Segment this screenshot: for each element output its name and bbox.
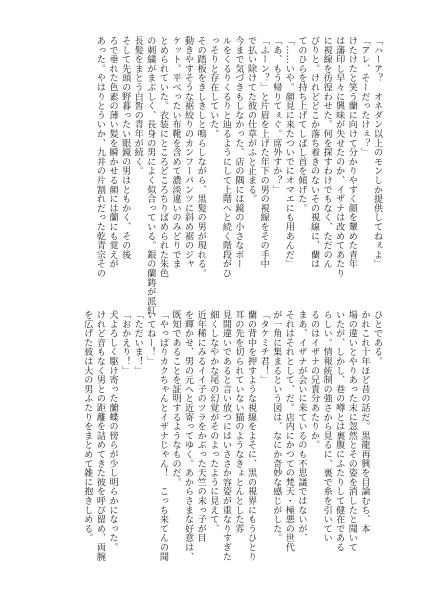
lower-text-line: 「ただいま！」 (132, 310, 143, 376)
upper-text-line: その踏板をきしきしと鳴らしながら、黒髪の男が現れる。 (195, 36, 206, 278)
upper-text-line: っそりと存在していた。 (208, 36, 219, 139)
lower-text-line: けれど音もなく男との距離を詰めてきた彼を呼び留め、両腕 (94, 310, 105, 562)
lower-text-line: かれこれ十年ほど昔の話だ。黒龍再興を目論むち、本 (359, 310, 370, 534)
lower-text-line: 蘭の背中を押すような視線をよそに、黒の視界にもうひとり (246, 310, 257, 562)
lower-text-line: 既知であることを証明するようなものだ。 (170, 310, 181, 487)
upper-text-line: に視線を彷徨わせた。何を探すわけでもなく、ただのん (321, 36, 332, 269)
lower-text-line: を広げた彼は大の男ふたりをまとめて雑に抱きしめる。 (82, 310, 93, 543)
upper-text-line: とめられていた。衣装にところどころちりばめられた朱色 (157, 36, 168, 278)
upper-text-line: そして先頭の野暮ったい眼鏡の男はともかく、その後 (120, 36, 131, 260)
upper-text-line: あった。やはりとういか、九井の片割れだった乾青宗その (94, 36, 105, 278)
upper-text-line: 動きやすそうな裾絞りのカンフーパンツに斜め裾のジャ (183, 36, 194, 269)
lower-text-block (81, 310, 383, 562)
upper-text-line: びりと。けれどどこか落ち着きのないその視線に、蘭は (309, 36, 320, 269)
upper-text-line: で払い除けてた彼の仕草がふと止まる。 (246, 36, 257, 204)
upper-text-line: は藩印し早々に興味が失せたのか、イザナは改めてあたり (334, 36, 345, 278)
upper-text-line: 「あ、もう帰りてぇぐ。席外すか？」 (271, 36, 282, 195)
lower-text-line: いたが、しかし、巷の噂とは裏腹にふたりして健在である (334, 310, 345, 552)
upper-text-block (93, 36, 383, 315)
upper-text-line: ルをくるりくるりと辿るようにして上階へと続く階段がひ (220, 36, 231, 278)
lower-text-line: を輝かせ、男の元へと近寄ってゆく。あからさまな好意は、 (183, 310, 194, 562)
lower-text-line: 犬よろしく駆け寄った蘭蝶の傍らが少し明らかになった。 (107, 310, 118, 552)
upper-text-line: 「ふーン？」と片眉を上げた年下の男の視線をその手中 (258, 36, 269, 269)
upper-text-line: ケット。平べったい布靴を含めて濃淡違いのみどりでま (170, 36, 181, 269)
upper-text-line: てのひらを持ち上げてしばし首を傾げた。 (296, 36, 307, 213)
upper-text-line: 今まで気づきもしなかった、店の隅には鏡の小さなボー (233, 36, 244, 269)
lower-text-line: 見間違いであると言い放つにはいささか容姿が重なりすぎた (220, 310, 231, 562)
lower-text-line: るのはイザナの兄貴分あたりか。 (309, 310, 320, 450)
lower-text-line: 細くしなやかな尾の幻覚がそのよったように見えて、 (208, 310, 219, 534)
lower-text-line: 耳の先を切られていない猫のようなきょとんとした雰 (233, 310, 244, 534)
upper-text-line: ろで垂れた色素の薄い髪を瞬かせる顔には蘭にも覚えが (107, 36, 118, 269)
lower-text-line: らしい。情報統制の強さから見るに、裏で糸を引いてい (321, 310, 332, 543)
lower-text-line: それはそれとして、だ。店内にかつての梵天・極悪の世代 (283, 310, 294, 552)
lower-text-line: 近年稀にみるイイ子のツラをかぶった天竺の末っ子が目 (195, 310, 206, 543)
lower-text-line: 「やっぱりカクちゃんとイザナじゃん！ こっち来てんの聞 (157, 310, 168, 562)
upper-text-line: 長髪をまとう白皙の青年が続く。 (132, 36, 143, 176)
upper-text-line: けたけたと笑う蘭に向けて分かりやすく顔を顰めた青年 (346, 36, 357, 269)
upper-text-line: 「アレ、そーだったけぇ？」 (359, 36, 370, 157)
lower-text-line: ひとである。 (372, 310, 382, 366)
lower-text-line: 場の違いとやりあった末に忽然とその姿を消したと聞いて (346, 310, 357, 552)
upper-text-line: の刺繍がまぶしく、長身の男によく似合っている。銀の蘭鋳が派紅 (145, 36, 156, 315)
upper-text-line: 「ハーア？ オネダン以上のモンしか提供してねぇよ」 (372, 36, 382, 269)
lower-text-line: まあ、イザナが会いに来ているのも不思議ではないが、 (296, 310, 307, 543)
lower-text-line: が一角に集まるという図は、なにか奇妙な感じがした。 (271, 310, 282, 543)
lower-text-line: いてねー！」 (145, 310, 156, 366)
lower-text-line: 「おかえり！」 (120, 310, 131, 376)
lower-text-line: 「タケミチ君！」 (258, 310, 269, 385)
upper-text-line: 「……いや。顔見に来たついでにオマエにも用あんだ」 (283, 36, 294, 269)
